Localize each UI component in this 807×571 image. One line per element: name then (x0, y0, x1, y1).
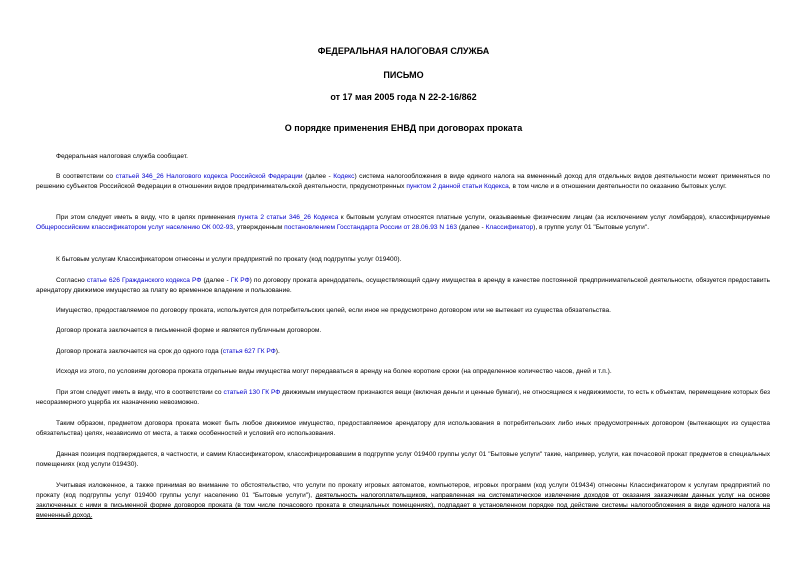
doc-type-heading: ПИСЬМО (383, 70, 424, 80)
paragraph-5: Согласно статье 626 Гражданского кодекса РФ (далее - ГК РФ) по договору проката арендодатель, осуществляющий сдачу имущества в аренду в качестве постоянной предпринимательской деятельности, обязуется предоставить арендатору движимое имущество за плату во временное владение и пользование. (36, 277, 770, 294)
paragraph-11: Таким образом, предметом договора проката может быть любое движимое имущество, предоставляемое арендатору для использования в потребительских либо иных предусмотренных договором (вытекающих из существа обязательства) целях, независимо от места, а также особенностей и условий его использования. (36, 420, 770, 437)
paragraph-10: При этом следует иметь в виду, что в соответствии со статьей 130 ГК РФ движимым имуществом признаются вещи (включая деньги и ценные бумаги), не относящиеся к недвижимости, то есть к объектам, перемещение которых без несоразмерного ущерба их назначению невозможно. (36, 389, 770, 406)
agency-heading: ФЕДЕРАЛЬНАЯ НАЛОГОВАЯ СЛУЖБА (317, 46, 490, 56)
paragraph-12: Данная позиция подтверждается, в частности, и самим Классификатором, классифицировавшим в подгруппе услуг 019400 группы услуг 01 "Бытовые услуги" такие, например, услуги, как почасовой прокат предметов в специальных помещениях (код услуги 019430). (36, 451, 770, 468)
link-article-346-26[interactable]: статьей 346_26 Налогового кодекса Российской Федерации (115, 173, 303, 180)
paragraph-4: К бытовым услугам Классификатором отнесены и услуги предприятий по прокату (код подгруппы услуг 019400). (56, 256, 402, 263)
link-article-627-gk[interactable]: статья 627 ГК РФ (222, 348, 276, 355)
link-code[interactable]: Кодекс (333, 173, 355, 180)
link-item-2-article-346-26[interactable]: пункта 2 статьи 346_26 Кодекса (237, 214, 339, 221)
link-item-2-article[interactable]: пунктом 2 данной статьи Кодекса (406, 183, 509, 190)
underlined-conclusion: деятельность налогоплательщиков, направленная на систематическое извлечение доходов от оказания заказчикам данных услуг на основе заключенных с ними в письменной форме договоров проката (в том числе почасового проката в специальных помещениях), подпадает в установленном порядке под действие системы налогообложения в виде единого налога на вмененный доход. (36, 492, 770, 519)
link-classifier[interactable]: Классификатор (485, 224, 534, 231)
link-gk-rf[interactable]: ГК РФ (230, 277, 250, 284)
paragraph-6: Имущество, предоставляемое по договору проката, используется для потребительских целей, если иное не предусмотрено договором или не вытекает из существа обязательства. (56, 307, 611, 314)
link-classifier-ok-002-93[interactable]: Общероссийским классификатором услуг населению ОК 002-93 (36, 224, 234, 231)
paragraph-2: В соответствии со статьей 346_26 Налогового кодекса Российской Федерации (далее - Кодекс) система налогообложения в виде единого налога на вмененный доход для отдельных видов деятельности может применяться по решению субъектов Российской Федерации в отношении видов предпринимательской деятельности, предусмотренных пунктом 2 данной статьи Кодекса, в том числе и в отношении деятельности по оказанию бытовых услуг. (36, 173, 770, 190)
document-title: О порядке применения ЕНВД при договорах проката (284, 123, 523, 133)
paragraph-13: Учитывая изложенное, а также принимая во внимание то обстоятельство, что услуги по прокату игровых автоматов, компьютеров, игровых программ (код услуги 019434) отнесены Классификатором к услугам предприятий по прокату (код подгруппы услуг 019400 группы услуг населению 01 "Бытовые услуги"), деятельность налогоплательщиков, направленная на систематическое извлечение доходов от оказания заказчикам данных услуг на основе заключенных с ними в письменной форме договоров проката (в том числе почасового проката в специальных помещениях), подпадает в установленном порядке под действие системы налогообложения в виде единого налога на вмененный доход. (36, 482, 770, 519)
paragraph-1: Федеральная налоговая служба сообщает. (56, 153, 188, 160)
date-number-heading: от 17 мая 2005 года N 22-2-16/862 (330, 92, 477, 102)
paragraph-7: Договор проката заключается в письменной форме и является публичным договором. (56, 327, 322, 334)
link-article-130-gk[interactable]: статьей 130 ГК РФ (223, 389, 281, 396)
paragraph-3: При этом следует иметь в виду, что в целях применения пункта 2 статьи 346_26 Кодекса к бытовым услугам относятся платные услуги, оказываемые физическим лицам (за исключением услуг ломбардов), классифицируемые Общероссийским классификатором услуг населению ОК 002-93, утвержденным постановлением Госстандарта России от 28.06.93 N 163 (далее - Классификатор), в группе услуг 01 "Бытовые услуги". (36, 214, 770, 231)
paragraph-9: Исходя из этого, по условиям договора проката отдельные виды имущества могут передаваться в аренду на более короткие сроки (на определенное количество часов, дней и т.п.). (56, 368, 612, 375)
link-article-626-gk[interactable]: статье 626 Гражданского кодекса РФ (86, 277, 202, 284)
paragraph-8: Договор проката заключается на срок до одного года (статья 627 ГК РФ). (56, 348, 280, 355)
link-gosstandart-resolution[interactable]: постановлением Госстандарта России от 28.06.93 N 163 (284, 224, 457, 231)
